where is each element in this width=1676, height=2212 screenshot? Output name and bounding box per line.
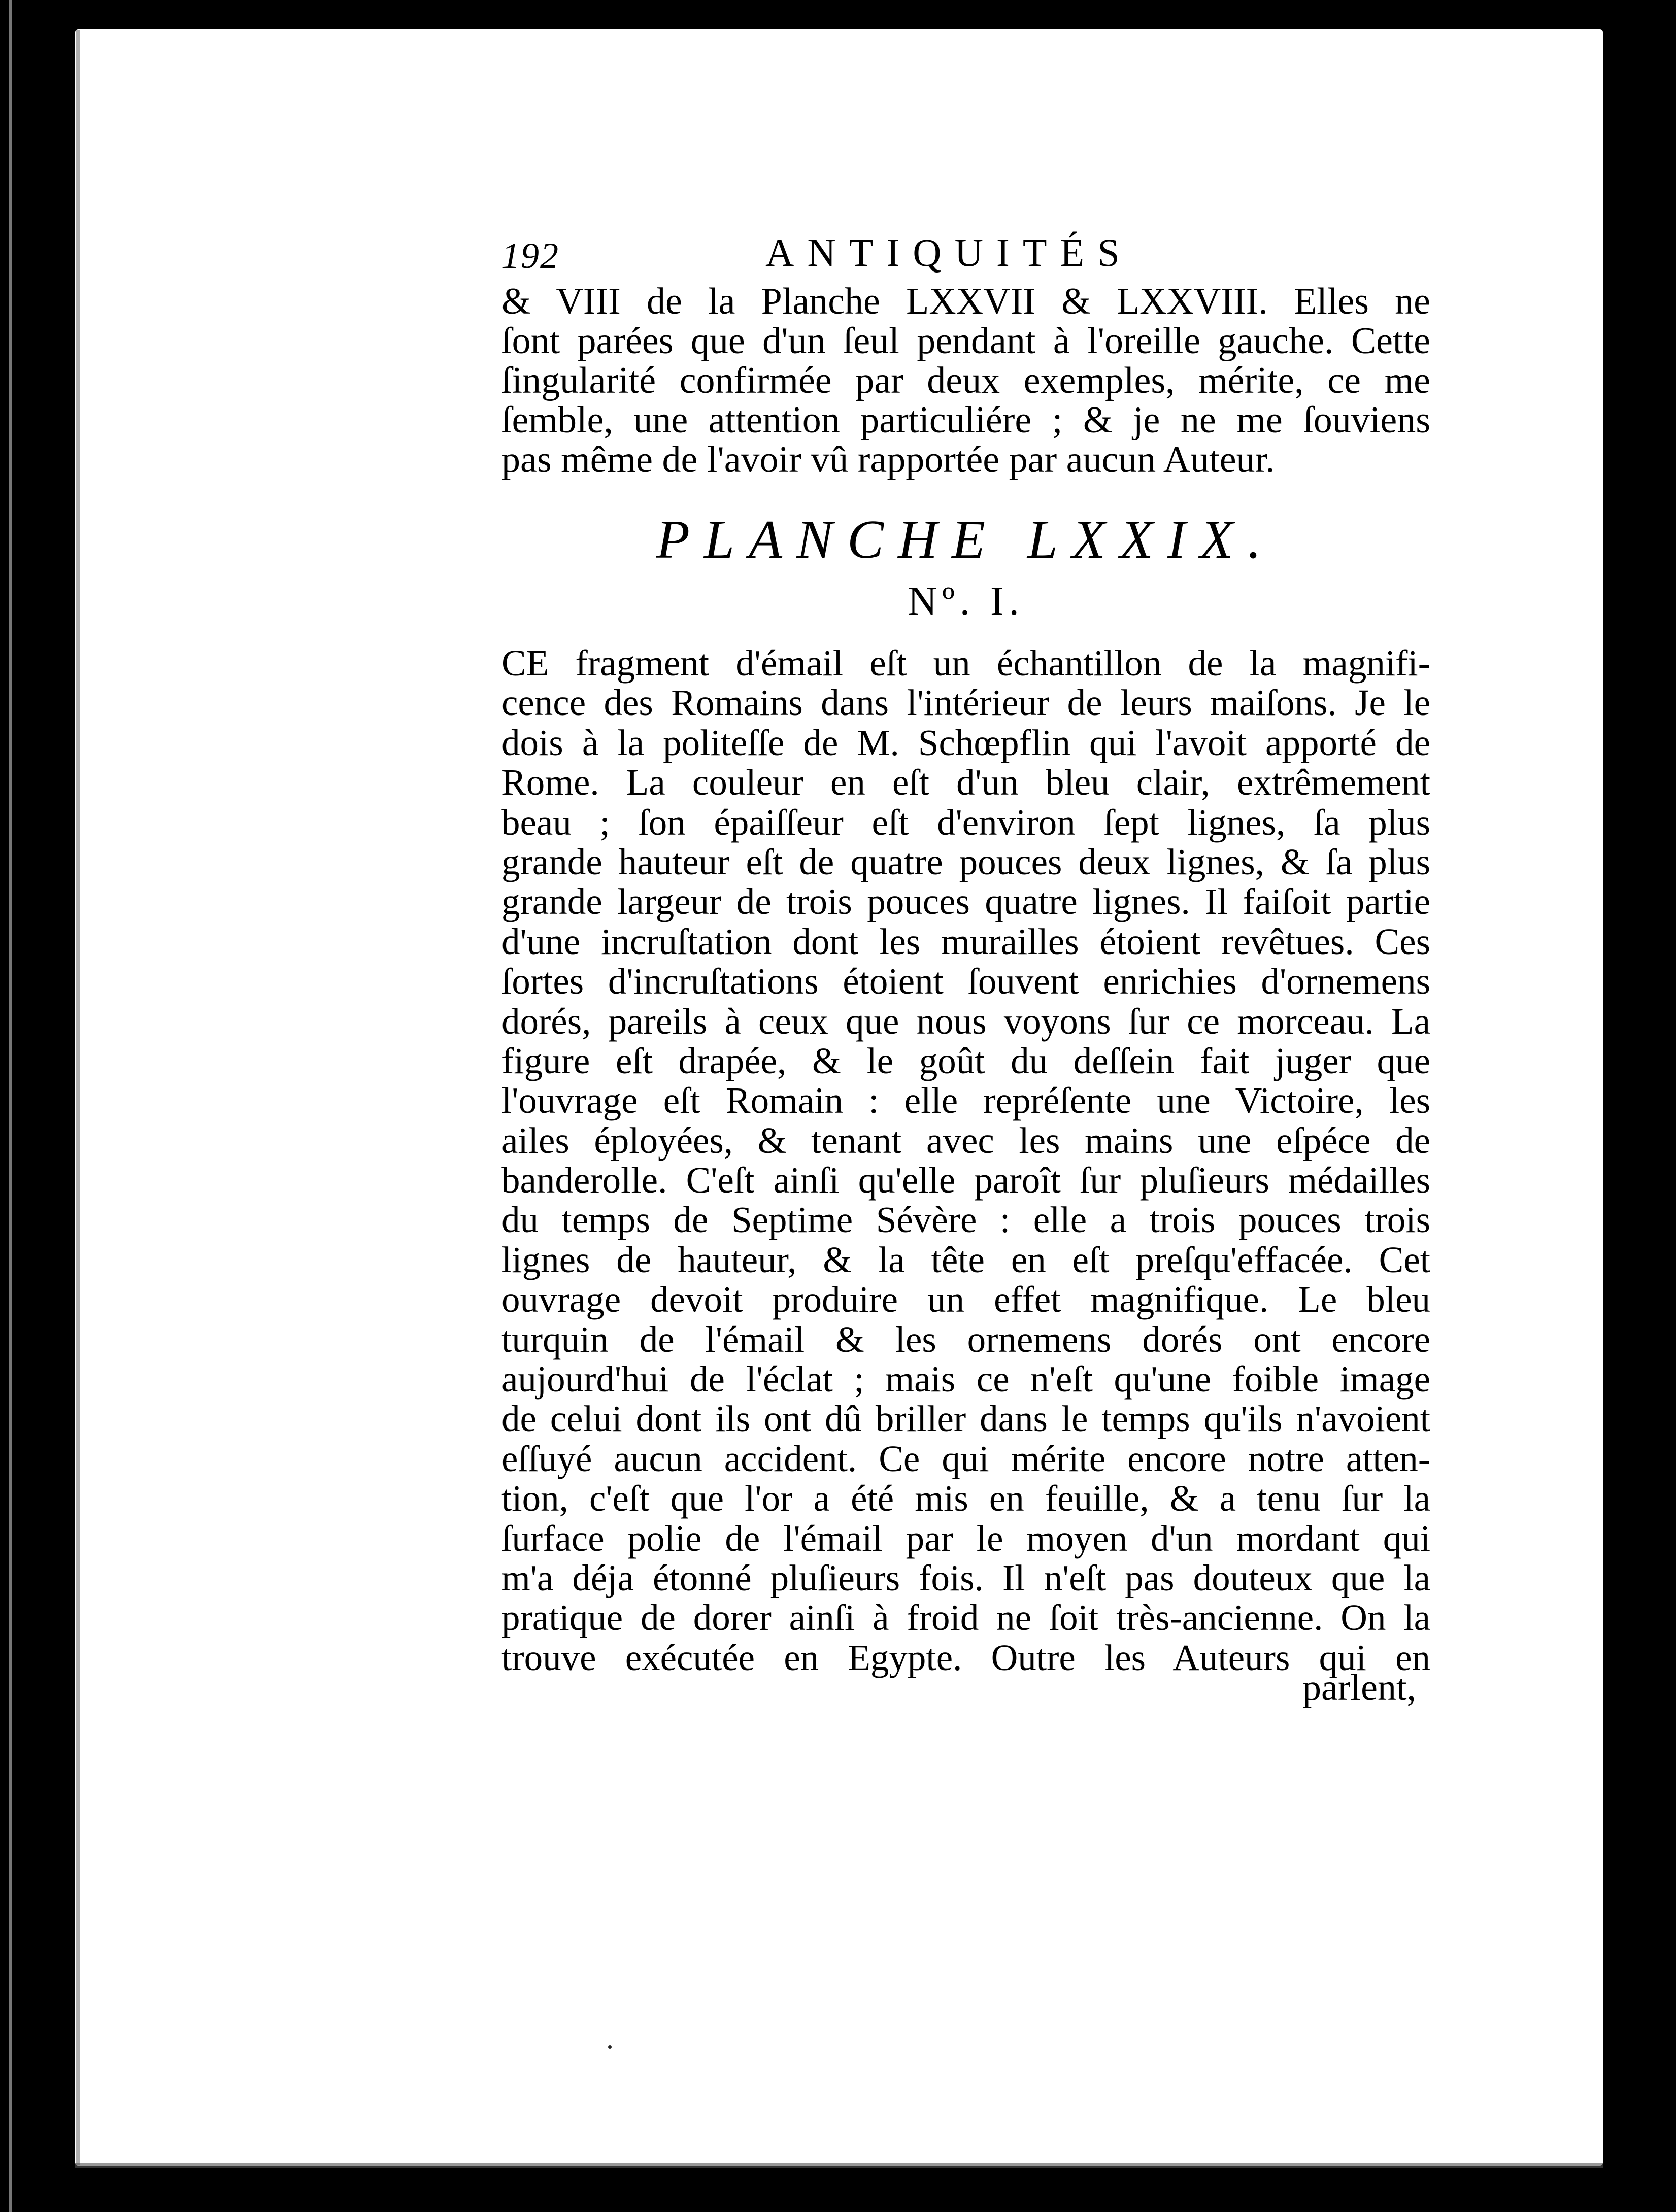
page-bottom-edge	[75, 2163, 1603, 2168]
text-line: ouvrage devoit produire un effet magnifique. Le bleu	[501, 1279, 1430, 1320]
text-line: cence des Romains dans l'intérieur de leurs maiſons. Je le	[501, 682, 1430, 724]
text-line: trouve exécutée en Egypte. Outre les Auteurs qui en	[501, 1637, 1430, 1678]
text-line: pratique de dorer ainſi à froid ne ſoit très-ancienne. On la	[501, 1597, 1430, 1639]
text-line: l'ouvrage eſt Romain : elle repréſente une Victoire, les	[501, 1080, 1430, 1121]
text-line: ailes éployées, & tenant avec les mains une eſpéce de	[501, 1119, 1430, 1161]
plate-number-heading: Nº. I.	[908, 579, 1024, 624]
text-line: lignes de hauteur, & la tête en eſt preſqu'effacée. Cet	[501, 1239, 1430, 1280]
text-line: m'a déja étonné pluſieurs fois. Il n'eſt pas douteux que la	[501, 1557, 1430, 1598]
running-title: ANTIQUITÉS	[765, 230, 1133, 275]
page-number: 192	[501, 235, 559, 276]
plate-description-paragraph	[501, 643, 1430, 1678]
ink-speck	[608, 2045, 612, 2049]
text-line: beau ; ſon épaiſſeur eſt d'environ ſept lignes, ſa plus	[501, 801, 1430, 843]
text-line: d'une incruſtation dont les murailles étoient revêtues. Ces	[501, 921, 1430, 962]
carryover-paragraph	[501, 282, 1430, 480]
running-head	[501, 230, 1217, 281]
text-line: du temps de Septime Sévère : elle a trois pouces trois	[501, 1199, 1430, 1241]
text-line: ſortes d'incruſtations étoient ſouvent enrichies d'ornemens	[501, 961, 1430, 1002]
text-line: tion, c'eſt que l'or a été mis en feuille, & a tenu ſur la	[501, 1478, 1430, 1519]
text-line: ſurface polie de l'émail par le moyen d'un mordant qui	[501, 1517, 1430, 1559]
plate-heading: PLANCHE LXXIX.	[656, 509, 1276, 570]
gutter-shadow	[76, 30, 80, 2165]
text-line: de celui dont ils ont dû briller dans le temps qu'ils n'avoient	[501, 1398, 1430, 1440]
text-line: CE fragment d'émail eſt un échantillon de la magnifi-	[501, 642, 1430, 684]
text-line: aujourd'hui de l'éclat ; mais ce n'eſt qu'une foible image	[501, 1358, 1430, 1400]
text-line: ſemble, une attention particuliére ; & je ne me ſouviens	[501, 399, 1430, 441]
text-line: dois à la politeſſe de M. Schœpflin qui l'avoit apporté de	[501, 722, 1430, 763]
text-line: ſingularité confirmée par deux exemples, mérite, ce me	[501, 360, 1430, 401]
catchword: parlent,	[1302, 1667, 1416, 1709]
binding-edge	[9, 0, 12, 2212]
text-line: pas même de l'avoir vû rapportée par aucun Auteur.	[501, 439, 1275, 481]
text-line: banderolle. C'eſt ainſi qu'elle paroît ſur pluſieurs médailles	[501, 1160, 1430, 1201]
text-line: grande largeur de trois pouces quatre lignes. Il faiſoit partie	[501, 881, 1430, 923]
text-line: Rome. La couleur en eſt d'un bleu clair, extrêmement	[501, 762, 1430, 803]
text-line: eſſuyé aucun accident. Ce qui mérite encore notre atten-	[501, 1438, 1430, 1479]
text-line: figure eſt drapée, & le goût du deſſein fait juger que	[501, 1040, 1430, 1081]
text-line: dorés, pareils à ceux que nous voyons ſur ce morceau. La	[501, 1000, 1430, 1042]
text-line: grande hauteur eſt de quatre pouces deux lignes, & ſa plus	[501, 841, 1430, 882]
text-line: & VIII de la Planche LXXVII & LXXVIII. Elles ne	[501, 281, 1430, 322]
text-line: turquin de l'émail & les ornemens dorés ont encore	[501, 1318, 1430, 1360]
text-line: ſont parées que d'un ſeul pendant à l'oreille gauche. Cette	[501, 320, 1430, 362]
